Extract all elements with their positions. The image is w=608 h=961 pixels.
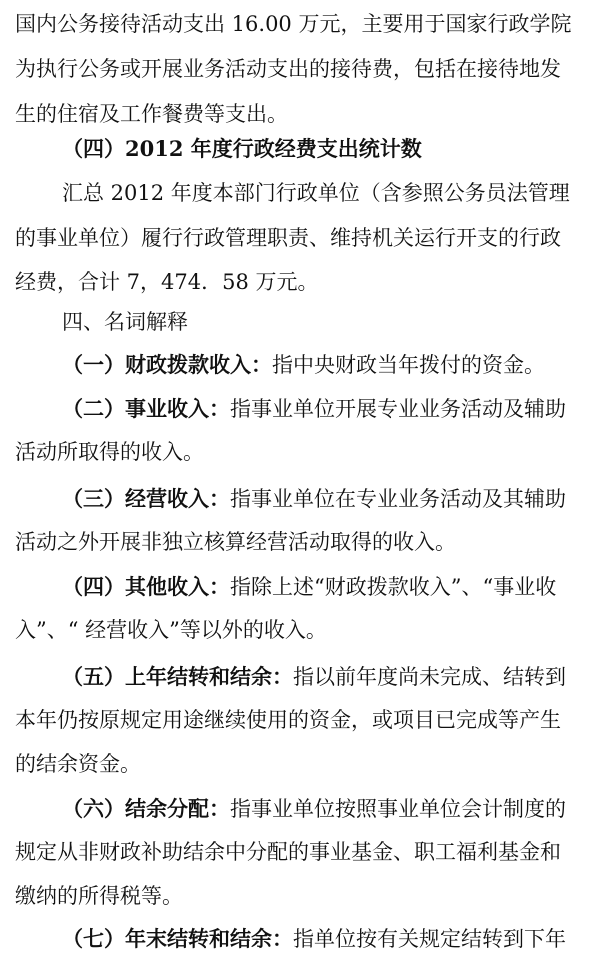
definition-line [0, 916, 608, 961]
term-label: （五）上年结转和结余： [62, 664, 293, 689]
line-text: 国内公务接待活动支出 16.00 万元，主要用于国家行政学院 [15, 12, 572, 36]
text-line [0, 830, 608, 875]
line-text: 指事业单位开展专业业务活动及辅助 [230, 397, 566, 421]
line-text: 指中央财政当年拨付的资金。 [272, 353, 545, 377]
text-line [0, 874, 608, 919]
heading-text: （四）2012 年度行政经费支出统计数 [62, 136, 422, 161]
text-line [0, 430, 608, 475]
line-text: 指以前年度尚未完成、结转到 [293, 665, 566, 689]
term-label: （四）其他收入： [62, 574, 230, 599]
text-line [0, 520, 608, 565]
text-line [0, 608, 608, 653]
text-line [0, 171, 608, 216]
text-line [0, 260, 608, 305]
line-text: 指事业单位按照事业单位会计制度的 [230, 797, 566, 821]
line-text: 为执行公务或开展业务活动支出的接待费，包括在接待地发 [15, 57, 561, 81]
line-text: 规定从非财政补助结余中分配的事业基金、职工福利基金和 [15, 840, 561, 864]
definition-line [0, 564, 608, 609]
line-text: 指单位按有关规定结转到下年 [293, 927, 566, 951]
section-heading [0, 126, 608, 171]
term-label: （六）结余分配： [62, 796, 230, 821]
line-text: 活动所取得的收入。 [15, 440, 204, 464]
text-line [0, 47, 608, 92]
text-line [0, 698, 608, 743]
definition-line [0, 476, 608, 521]
line-text: 的事业单位）履行行政管理职责、维持机关运行开支的行政 [15, 226, 561, 250]
line-text: 入”、“ 经营收入”等以外的收入。 [15, 618, 327, 642]
line-text: 汇总 2012 年度本部门行政单位（含参照公务员法管理 [62, 181, 570, 205]
line-text: 经费，合计 7，474．58 万元。 [15, 270, 319, 294]
definition-line [0, 654, 608, 699]
text-line [0, 2, 608, 47]
line-text: 的结余资金。 [15, 752, 141, 776]
term-label: （七）年末结转和结余： [62, 926, 293, 951]
section-heading [0, 300, 608, 345]
line-text: 生的住宿及工作餐费等支出。 [15, 102, 288, 126]
definition-line [0, 786, 608, 831]
line-text: 缴纳的所得税等。 [15, 884, 183, 908]
heading-text: 四、名词解释 [62, 310, 188, 334]
text-line [0, 216, 608, 261]
term-label: （三）经营收入： [62, 486, 230, 511]
text-line [0, 742, 608, 787]
definition-line [0, 342, 608, 387]
term-label: （一）财政拨款收入： [62, 352, 272, 377]
line-text: 活动之外开展非独立核算经营活动取得的收入。 [15, 530, 456, 554]
line-text: 指事业单位在专业业务活动及其辅助 [230, 487, 566, 511]
definition-line [0, 386, 608, 431]
line-text: 指除上述“财政拨款收入”、“事业收 [230, 575, 557, 599]
term-label: （二）事业收入： [62, 396, 230, 421]
line-text: 本年仍按原规定用途继续使用的资金，或项目已完成等产生 [15, 708, 561, 732]
